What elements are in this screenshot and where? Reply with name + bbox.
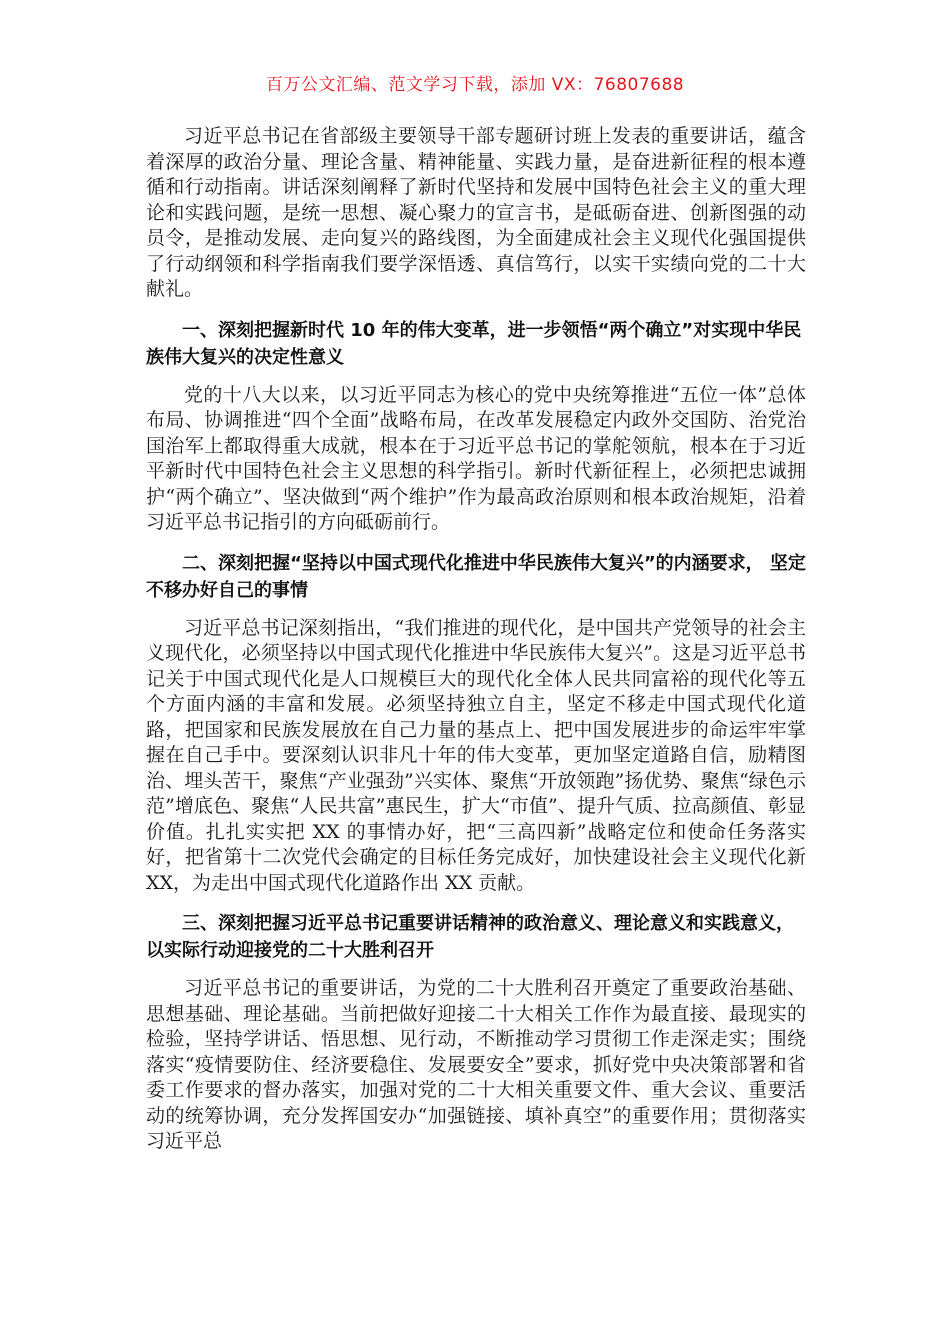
section-1-paragraph: 党的十八大以来，以习近平同志为核心的党中央统筹推进“五位一体”总体布局、协调推进“四个全面”战略布局，在改革发展稳定内政外交国防、治党治国治军上都取得重大成就，根本在于习近平总书记的掌舵领航，根本在于习近平新时代中国特色社会主义思想的科学指引。新时代新征程上，必须把忠诚拥护“两个确立”、坚决做到“两个维护”作为最高政治原则和根本政治规矩，沿着习近平总书记指引的方向砥砺前行。: [146, 383, 806, 533]
article-body: [146, 124, 806, 1155]
section-3-paragraph: 习近平总书记的重要讲话，为党的二十大胜利召开奠定了重要政治基础、思想基础、理论基础。当前把做好迎接二十大相关工作作为最直接、最现实的检验，坚持学讲话、悟思想、见行动，不断推动学习贯彻工作走深走实；围绕落实“疫情要防住、经济要稳住、发展要安全”要求，抓好党中央决策部署和省委工作要求的督办落实，加强对党的二十大相关重要文件、重大会议、重要活动的统筹协调，充分发挥国安办“加强链接、填补真空”的重要作用；贯彻落实习近平总: [146, 977, 806, 1152]
section-2-paragraph: 习近平总书记深刻指出，“我们推进的现代化，是中国共产党领导的社会主义现代化，必须坚持以中国式现代化推进中华民族伟大复兴”。这是习近平总书记关于中国式现代化是人口规模巨大的现代化全体人民共同富裕的现代化等五个方面内涵的丰富和发展。必须坚持独立自主，坚定不移走中国式现代化道路，把国家和民族发展放在自己力量的基点上、把中国发展进步的命运牢牢掌握在自己手中。要深刻认识非凡十年的伟大变革，更加坚定道路自信，励精图治、埋头苦干，聚焦“产业强劲”兴实体、聚焦“开放领跑”扬优势、聚焦“绿色示范”增底色、聚焦“人民共富”惠民生，扩大“市值”、提升气质、拉高颜值、彰显价值。扎扎实实把 XX 的事情办好，把“三高四新”战略定位和使命任务落实好，把省第十二次党代会确定的目标任务完成好，加快建设社会主义现代化新 XX，为走出中国式现代化道路作出 XX 贡献。: [146, 616, 806, 894]
section-2-heading: 二、深刻把握“坚持以中国式现代化推进中华民族伟大复兴”的内涵要求， 坚定不移办好自己的事情: [146, 552, 806, 601]
section-3-heading: 三、深刻把握习近平总书记重要讲话精神的政治意义、理论意义和实践意义，以实际行动迎接党的二十大胜利召开: [146, 913, 794, 961]
section-1-heading: 一、深刻把握新时代 10 年的伟大变革，进一步领悟“两个确立”对实现中华民族伟大复兴的决定性意义: [146, 319, 802, 368]
intro-paragraph: 习近平总书记在省部级主要领导干部专题研讨班上发表的重要讲话，蕴含着深厚的政治分量、理论含量、精神能量、实践力量，是奋进新征程的根本遵循和行动指南。讲话深刻阐释了新时代坚持和发展中国特色社会主义的重大理论和实践问题，是统一思想、凝心聚力的宣言书，是砥砺奋进、创新图强的动员令，是推动发展、走向复兴的路线图，为全面建成社会主义现代化强国提供了行动纲领和科学指南我们要学深悟透、真信笃行，以实干实绩向党的二十大献礼。: [146, 125, 806, 300]
watermark-banner: 百万公文汇编、范文学习下载，添加 VX：76807688: [265, 75, 685, 95]
